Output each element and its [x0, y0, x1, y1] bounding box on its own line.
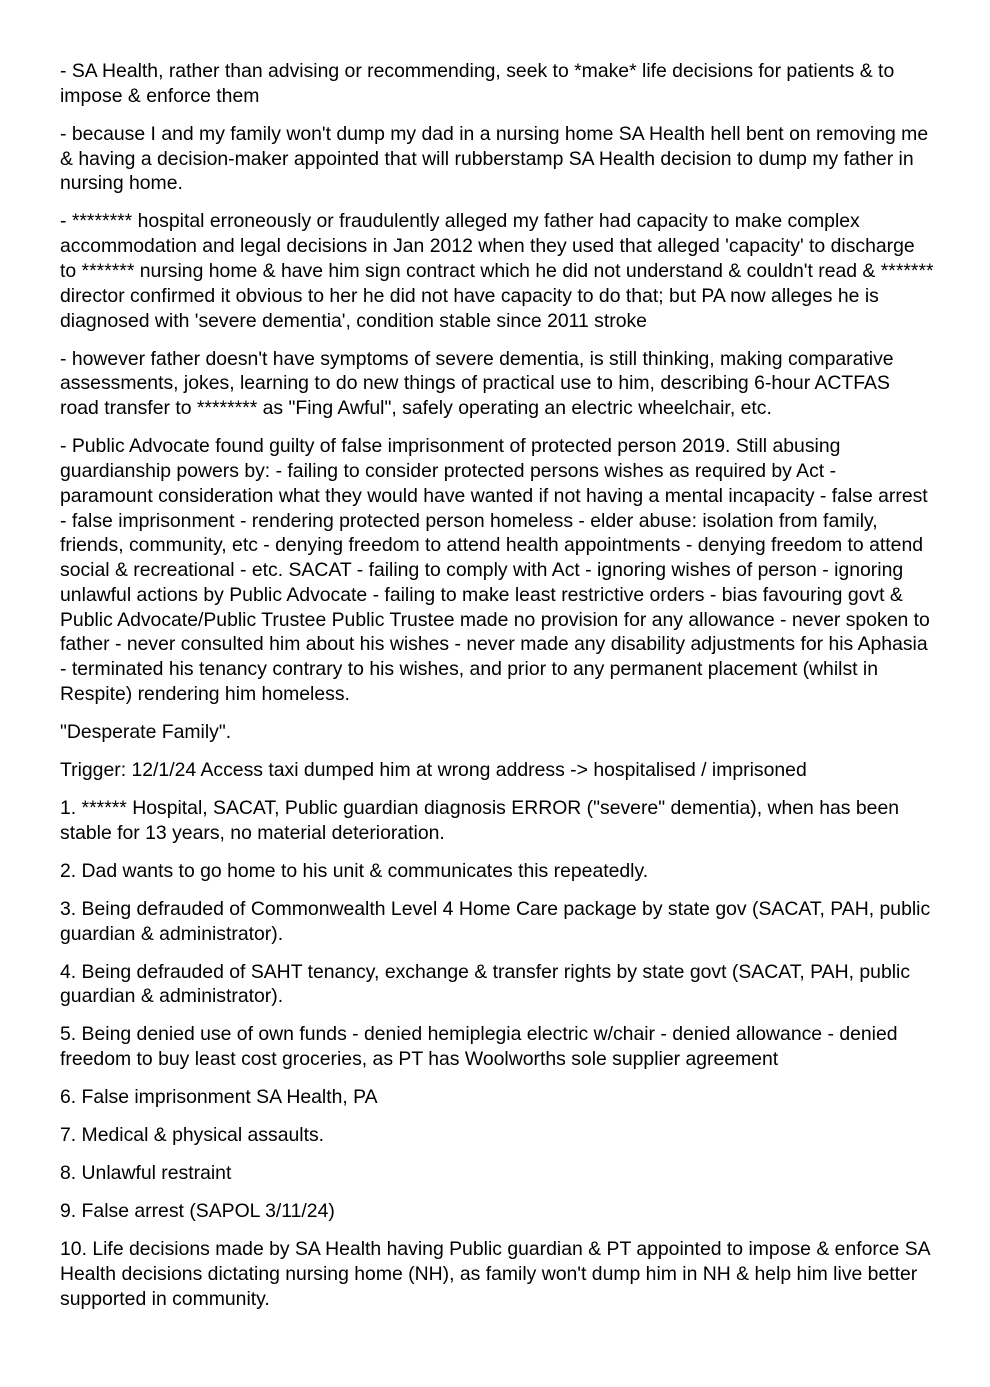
list-item: 9. False arrest (SAPOL 3/11/24) — [60, 1200, 335, 1223]
paragraph: "Desperate Family". — [60, 721, 232, 744]
paragraph: - however father doesn't have symptoms of severe dementia, is still thinking, making comparative assessments, jokes, learning to do new things of practical use to him, describing 6-hour ACTFAS road transfer to ******** as "Fing Awful", safely operating an electric wheelchair, etc. — [60, 347, 894, 420]
list-item: 8. Unlawful restraint — [60, 1162, 232, 1185]
list-item: 10. Life decisions made by SA Health having Public guardian & PT appointed to impose & enforce SA Health decisions dictating nursing home (NH), as family won't dump him in NH & help him live better supported in community. — [60, 1238, 930, 1310]
paragraph: - Public Advocate found guilty of false imprisonment of protected person 2019. Still abusing guardianship powers by: - failing to consider protected persons wishes as required by Act - paramount consideration what they would have wanted if not having a mental incapacity - false arrest - false imprisonment - rendering protected person homeless - elder abuse: isolation from family, friends, community, etc - denying freedom to attend health appointments - denying freedom to attend social & recreational - etc. SACAT - failing to comply with Act - ignoring wishes of person - ignoring unlawful actions by Public Advocate - failing to make least restrictive orders - bias favouring govt & Public Advocate/Public Trustee Public Trustee made no provision for any allowance - never spoken to father - never consulted him about his wishes - never made any disability adjustments for his Aphasia - terminated his tenancy contrary to his wishes, and prior to any permanent placement (whilst in Respite) rendering him homeless. — [60, 435, 930, 706]
list-item: 3. Being defrauded of Commonwealth Level 4 Home Care package by state gov (SACAT, PAH, public guardian & administrator). — [60, 897, 931, 945]
list-item: 2. Dad wants to go home to his unit & communicates this repeatedly. — [60, 859, 649, 882]
paragraph: Trigger: 12/1/24 Access taxi dumped him at wrong address -> hospitalised / imprisoned — [60, 759, 807, 782]
paragraph: - ******** hospital erroneously or fraudulently alleged my father had capacity to make complex accommodation and legal decisions in Jan 2012 when they used that alleged 'capacity' to discharge to ******* nursing home & have him sign contract which he did not understand & couldn't read & ******* director confirmed it obvious to her he did not have capacity to do that; but PA now alleges he is diagnosed with 'severe dementia', condition stable since 2011 stroke — [60, 210, 934, 332]
paragraph: - because I and my family won't dump my dad in a nursing home SA Health hell bent on removing me & having a decision-maker appointed that will rubberstamp SA Health decision to dump my father in nursing home. — [60, 122, 929, 195]
list-item: 6. False imprisonment SA Health, PA — [60, 1086, 378, 1109]
paragraph: - SA Health, rather than advising or recommending, seek to *make* life decisions for patients & to impose & enforce them — [60, 60, 895, 107]
list-item: 4. Being defrauded of SAHT tenancy, exchange & transfer rights by state govt (SACAT, PAH, public guardian & administrator). — [60, 960, 911, 1008]
list-item: 1. ****** Hospital, SACAT, Public guardian diagnosis ERROR ("severe" dementia), when has been stable for 13 years, no material deterioration. — [60, 797, 900, 844]
list-item: 5. Being denied use of own funds - denied hemiplegia electric w/chair - denied allowance - denied freedom to buy least cost groceries, as PT has Woolworths sole supplier agreement — [60, 1023, 898, 1071]
list-item: 7. Medical & physical assaults. — [60, 1124, 325, 1147]
document-body — [60, 59, 934, 1325]
